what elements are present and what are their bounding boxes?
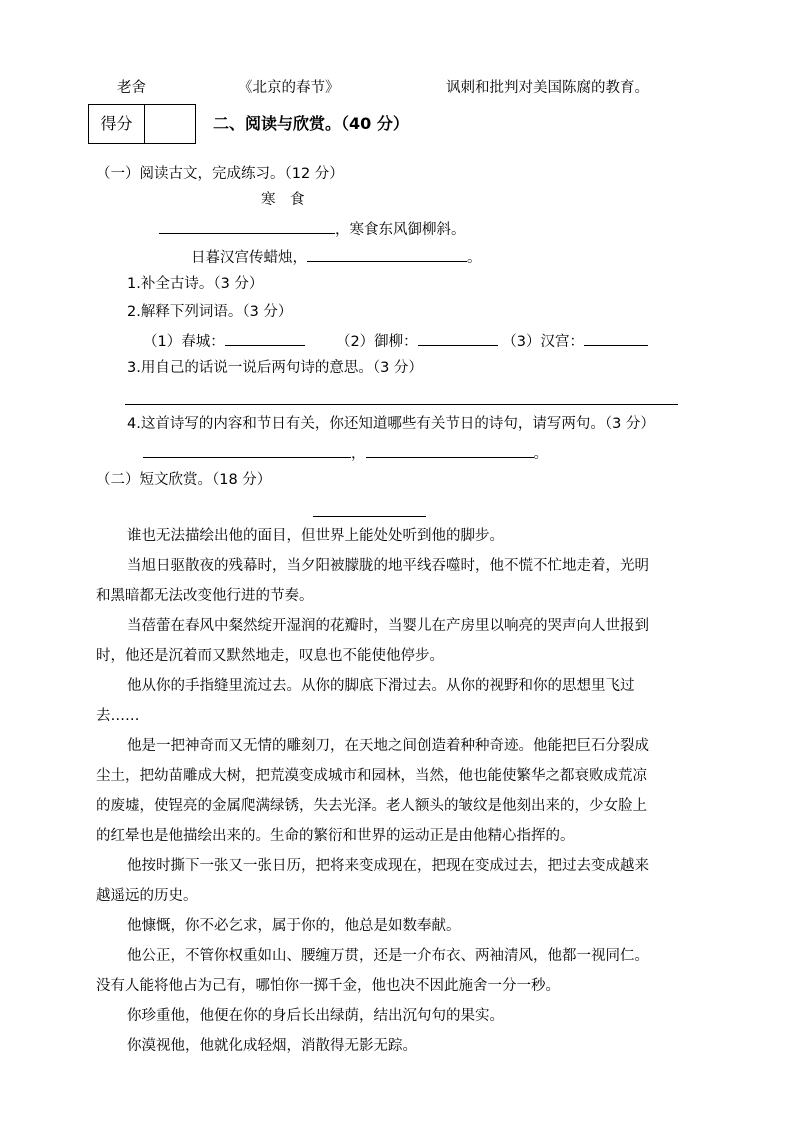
article-line: 去…… <box>96 708 140 724</box>
article-line: 谁也无法描绘出他的面目，但世界上能处处听到他的脚步。 <box>127 528 504 544</box>
question-4: 4.这首诗写的内容和节日有关，你还知道哪些有关节日的诗句，请写两句。（3 分） <box>127 416 655 432</box>
question-3: 3.用自己的话说一说后两句诗的意思。（3 分） <box>127 360 423 376</box>
answer-blank-yuliu[interactable] <box>418 330 498 346</box>
article-line: 他从你的手指缝里流过去。从你的脚底下滑过去。从你的视野和你的思想里飞过 <box>127 678 635 694</box>
answer-blank-q4-2[interactable] <box>366 442 534 458</box>
score-label: 得分 <box>89 105 145 143</box>
article-line: 越遥远的历史。 <box>96 888 198 904</box>
article-line: 尘土，把幼苗雕成大树，把荒漠变成城市和园林，当然，他也能使繁华之都衰败成荒凉 <box>96 768 647 784</box>
article-line: 没有人能将他占为己有，哪怕你一掷千金，他也决不因此施舍一分一秒。 <box>96 978 560 994</box>
score-box <box>88 104 196 144</box>
poem-blank-1[interactable] <box>159 218 335 234</box>
article-line: 的红晕也是他描绘出来的。生命的繁衍和世界的运动正是由他精心指挥的。 <box>96 828 575 844</box>
header-work: 《北京的春节》 <box>238 80 340 96</box>
header-meaning: 讽刺和批判对美国陈腐的教育。 <box>446 80 649 96</box>
answer-blank-hangong[interactable] <box>584 330 648 346</box>
question-4-answers: ， 。 <box>143 442 548 464</box>
article-line: 他按时撕下一张又一张日历，把将来变成现在，把现在变成过去，把过去变成越来 <box>127 858 649 874</box>
article-line: 当旭日驱散夜的残幕时，当夕阳被朦胧的地平线吞噬时，他不慌不忙地走着，光明 <box>127 558 649 574</box>
article-line: 的废墟，使锃亮的金属爬满绿锈，失去光泽。老人额头的皱纹是他刻出来的，少女脸上 <box>96 798 647 814</box>
article-line: 他慷慨，你不必乞求，属于你的，他总是如数奉献。 <box>127 918 461 934</box>
poem-line-1: ，寒食东风御柳斜。 <box>159 218 466 240</box>
part2-heading: （二）短文欣赏。（18 分） <box>96 472 272 488</box>
poem-line-2: 日暮汉宫传蜡烛， 。 <box>191 246 482 268</box>
poem-title: 寒 食 <box>261 192 305 208</box>
article-line: 你漠视他，他就化成轻烟，消散得无影无踪。 <box>127 1038 417 1054</box>
question-3-answer-line[interactable] <box>125 404 678 405</box>
article-line: 和黑暗都无法改变他行进的节奏。 <box>96 588 314 604</box>
article-line: 你珍重他，他便在你的身后长出绿荫，结出沉句句的果实。 <box>127 1008 504 1024</box>
header-author: 老舍 <box>117 80 146 96</box>
section-title: 二、阅读与欣赏。（40 分） <box>213 114 409 133</box>
answer-blank-q4-1[interactable] <box>143 442 351 458</box>
article-line: 他是一把神奇而又无情的雕刻刀，在天地之间创造着种种奇迹。他能把巨石分裂成 <box>127 738 649 754</box>
article-line: 时，他还是沉着而又默然地走，叹息也不能使他停步。 <box>96 648 444 664</box>
part1-heading: （一）阅读古文，完成练习。（12 分） <box>96 166 344 182</box>
question-2: 2.解释下列词语。（3 分） <box>127 304 293 320</box>
article-title-blank[interactable] <box>313 516 426 517</box>
question-1: 1.补全古诗。（3 分） <box>127 276 264 292</box>
article-line: 当蓓蕾在春风中粲然绽开湿润的花瓣时，当婴儿在产房里以响亮的哭声向人世报到 <box>127 618 649 634</box>
article-line: 他公正，不管你权重如山、腰缠万贯，还是一介布衣、两袖清风，他都一视同仁。 <box>127 948 649 964</box>
poem-blank-2[interactable] <box>307 246 467 262</box>
question-2-items: （1）春城： （2）御柳： （3）汉宫： <box>143 330 648 352</box>
answer-blank-chuncheng[interactable] <box>225 330 305 346</box>
